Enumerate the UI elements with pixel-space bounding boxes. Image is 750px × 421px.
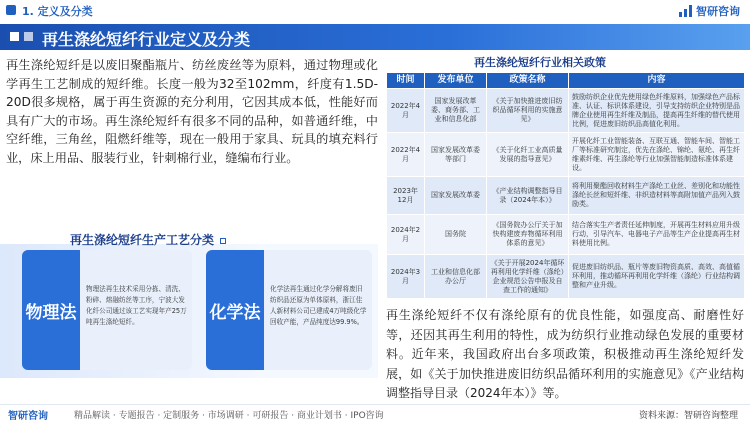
column-header: 时间 [387, 73, 425, 89]
cell-issuer: 国家发展改革委、商务部、工业和信息化部 [425, 89, 487, 133]
cell-time: 2022年4月 [387, 133, 425, 177]
decor-square-icon [220, 238, 226, 244]
cell-policy-name: 《国务院办公厅关于加快构建废弃物循环利用体系的意见》 [487, 215, 569, 255]
column-header: 发布单位 [425, 73, 487, 89]
intro-paragraph: 再生涤纶短纤是以废旧聚酯瓶片、纺丝废丝等为原料，通过物理或化学再生工艺制成的短纤维。长度一般为32至102mm，纤度有1.5D-20D很多规格，属于再生资源的充分利用，它因其成本低，性能好而具有广大的市场。再生涤纶短纤有很多不同的品种，如普通纤维，中空纤维，三角丝，阻燃纤维等，现在一般用于家具、玩具的填充料行业，床上用品、服装行业，针刺棉行业，缝编布行业。 [6, 58, 378, 165]
cell-issuer: 国家发展改革委等部门 [425, 133, 487, 177]
summary-paragraph: 再生涤纶短纤不仅有涤纶原有的优良性能，如强度高、耐磨性好等，还因其再生利用的特性，成为纺织行业推动绿色发展的重要材料。近年来，我国政府出台多项政策，积极推动再生涤纶短纤发展，如《关于加快推进废旧纺织品循环利用的实施意见》《产业结构调整指导目录（2024年本）》等。 [386, 308, 744, 401]
table-row [387, 89, 745, 133]
bar-chart-logo-icon [679, 5, 693, 17]
method-name: 物理法 [22, 250, 80, 370]
brand-name: 智研咨询 [696, 5, 740, 18]
policy-title: 再生涤纶短纤行业相关政策 [474, 56, 606, 69]
cell-content: 鼓励纺织企业优先使用绿色纤维原料，加强绿色产品标准、认证、标识体系建设，引导支持纺织企业特别是品牌企业使用再生纤维及制品，提高再生纤维的替代使用比例，促进废旧纺织品高值化利用。 [569, 89, 745, 133]
chemical-method-card [206, 250, 372, 370]
section-marker-icon [6, 5, 16, 15]
cell-policy-name: 《产业结构调整指导目录（2024年本）》 [487, 177, 569, 215]
table-row [387, 215, 745, 255]
source-note: 资料来源：智研咨询整理 [638, 411, 738, 421]
cell-content: 将利用聚酯回收材料生产涤纶工业丝、差别化和功能性涤纶长丝和短纤维、非织造材料等高附加值产品列入鼓励类。 [569, 177, 745, 215]
method-desc: 物理法再生技术采用分拣、清洗、粉碎、熔融纺丝等工序，宁波大发化纤公司通过该工艺实现年产25万吨再生涤纶短纤。 [86, 285, 187, 326]
footer [0, 404, 750, 421]
cell-policy-name: 《关于加快推进废旧纺织品循环利用的实施意见》 [487, 89, 569, 133]
cell-issuer: 工业和信息化部办公厅 [425, 255, 487, 299]
footer-links[interactable]: 精品解读 · 专题报告 · 定制服务 · 市场调研 · 可研报告 · 商业计划书 · IPO咨询 [74, 411, 384, 421]
title-square-icon [10, 32, 19, 41]
table-row [387, 255, 745, 299]
policy-table [386, 72, 745, 299]
title-bar [0, 24, 750, 50]
table-row [387, 177, 745, 215]
cell-issuer: 国务院 [425, 215, 487, 255]
cell-time: 2024年2月 [387, 215, 425, 255]
cell-policy-name: 《关于开展2024年循环再利用化学纤维（涤纶）企业规范公告申报及自查工作的通知》 [487, 255, 569, 299]
cell-content: 结合落实生产者责任延伸制度，开展再生材料应用升级行动，引导汽车、电器电子产品等生产企业提高再生材料使用比例。 [569, 215, 745, 255]
top-bar [0, 0, 750, 22]
process-title-text: 再生涤纶短纤生产工艺分类 [70, 233, 215, 247]
page-title: 再生涤纶短纤行业定义及分类 [42, 30, 251, 49]
cell-time: 2022年4月 [387, 89, 425, 133]
cell-time: 2024年3月 [387, 255, 425, 299]
cell-content: 开展化纤工业智能装备、互联互通、智能车间、智能工厂等标准研究制定，优先在涤纶、锦纶、氨纶、再生纤维素纤维、再生涤纶等行业加强智能制造标准体系建设。 [569, 133, 745, 177]
footer-logo[interactable]: 智研咨询 [8, 411, 48, 421]
method-desc: 化学法再生通过化学分解将废旧纺织品还原为单体原料，浙江佳人新材料公司已建成4万吨级化学回收产能，产品纯度达99.9%。 [270, 285, 367, 326]
brand-logo[interactable] [679, 3, 740, 19]
table-row [387, 133, 745, 177]
section-label: 1. 定义及分类 [22, 5, 93, 18]
cell-issuer: 国家发展改革委 [425, 177, 487, 215]
cell-policy-name: 《关于化纤工业高质量发展的指导意见》 [487, 133, 569, 177]
table-header-row [387, 73, 745, 89]
column-header: 政策名称 [487, 73, 569, 89]
process-title [70, 231, 226, 248]
physical-method-card [22, 250, 192, 370]
method-name: 化学法 [206, 250, 264, 370]
cell-content: 促进废旧纺织品、瓶片等废旧物资高质、高效、高值循环利用，推动循环再利用化学纤维（涤纶）行业结构调整和产业升级。 [569, 255, 745, 299]
column-header: 内容 [569, 73, 745, 89]
title-square-icon [24, 32, 33, 41]
cell-time: 2023年12月 [387, 177, 425, 215]
